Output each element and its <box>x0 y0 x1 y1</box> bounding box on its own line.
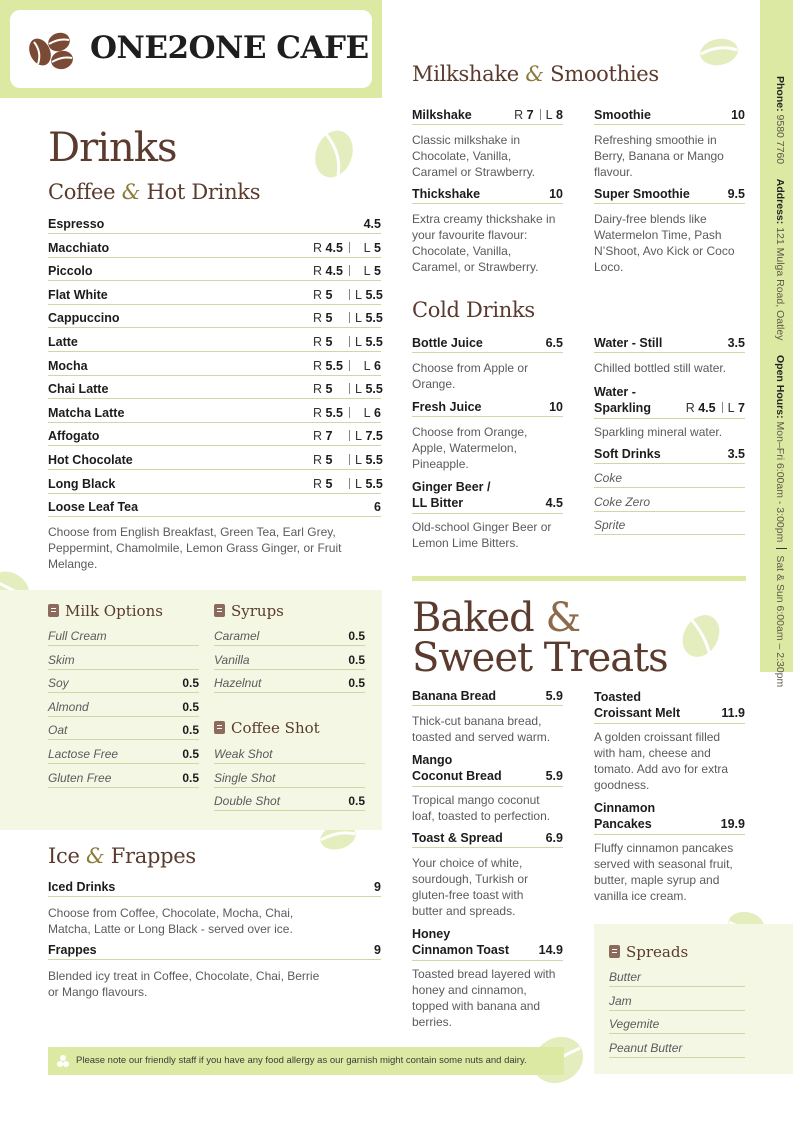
menu-item-bottle-juice: Bottle Juice 6.5 <box>412 336 563 353</box>
hours-weekday: Mon–Fri 6:00am - 3:00pm <box>774 421 786 543</box>
menu-item-frappes: Frappes 9 <box>48 943 381 960</box>
menu-item <box>48 382 381 399</box>
menu-item-smoothie: Smoothie 10 <box>594 108 745 125</box>
contact-info <box>774 76 787 687</box>
menu-item-thickshake: Thickshake 10 <box>412 187 563 204</box>
ice-frappes-title: Ice & Frappes <box>48 844 196 868</box>
sweet-treats-title: Sweet Treats <box>412 635 668 681</box>
bottle-juice-description: Choose from Apple or Orange. <box>412 361 529 391</box>
option-name: Butter <box>609 970 642 984</box>
item-name: Loose Leaf Tea <box>48 500 139 515</box>
banana-bread-description: Thick-cut banana bread, toasted and served warm. <box>412 714 551 744</box>
hours-label: Open Hours: <box>774 355 786 419</box>
menu-item-soft-drinks: Soft Drinks 3.5 <box>594 447 745 464</box>
option-name: Single Shot <box>214 770 276 785</box>
note-icon <box>214 721 225 734</box>
item-price: R 4.5 L 5 <box>313 240 381 255</box>
menu-item <box>48 429 381 446</box>
option-price: 0.5 <box>348 794 365 809</box>
option-name: Coke <box>594 471 623 485</box>
iced-drinks-description: Choose from Coffee, Chocolate, Mocha, Chai, Matcha, Latte or Long Black - served over ice. <box>48 906 294 936</box>
info-strip <box>760 0 793 688</box>
option-name: Soy <box>48 676 69 691</box>
menu-item-banana-bread: Banana Bread 5.9 <box>412 689 563 706</box>
smoothie-description: Refreshing smoothie in Berry, Banana or Mango flavour. <box>594 133 724 179</box>
milk-options-title: Milk Options <box>48 602 163 620</box>
option-item <box>594 471 745 488</box>
option-name: Weak Shot <box>214 747 273 761</box>
item-price: R 7 L 7.5 <box>313 429 383 444</box>
item-name: Piccolo <box>48 264 93 279</box>
syrups-title: Syrups <box>214 602 284 620</box>
option-name: Hazelnut <box>214 676 262 691</box>
option-item <box>214 629 365 646</box>
phone-number: 9580 7760 <box>774 114 786 165</box>
item-price: R 5.5 L 6 <box>313 405 381 420</box>
item-price: R 5 L 5.5 <box>313 453 383 467</box>
option-name: Almond <box>48 699 89 714</box>
item-name: Affogato <box>48 429 100 444</box>
coffee-section-title: Coffee & Hot Drinks <box>48 180 261 204</box>
frappes-description: Blended icy treat in Coffee, Chocolate, Chai, Berrie or Mango flavours. <box>48 969 320 999</box>
option-price: 0.5 <box>182 747 199 761</box>
menu-item-toast-spread: Toast & Spread 6.9 <box>412 831 563 848</box>
phone-label: Phone: <box>774 76 786 112</box>
bean-decoration-icon <box>680 612 722 660</box>
option-price: 0.5 <box>182 770 199 785</box>
menu-item <box>48 477 381 494</box>
note-icon <box>214 604 225 617</box>
hours-weekend: Sat & Sun 6:00am – 2:30pm <box>774 555 786 688</box>
cold-drinks-title: Cold Drinks <box>412 298 535 322</box>
option-item <box>609 994 745 1011</box>
brand-name: ONE2ONE CAFE <box>90 30 369 66</box>
menu-item <box>48 335 381 352</box>
item-name: Espresso <box>48 217 105 231</box>
pancakes-description: Fluffy cinnamon pancakes served with seasonal fruit, butter, maple syrup and vanilla ice cream. <box>594 841 734 903</box>
option-name: Sprite <box>594 518 626 533</box>
option-item <box>214 747 365 764</box>
option-item <box>609 1017 745 1034</box>
item-price: R 5 L 5.5 <box>313 311 383 326</box>
address: 121 Mulga Road, Oatley <box>774 227 786 341</box>
option-item <box>594 518 745 535</box>
item-price: R 5.5 L 6 <box>313 358 381 373</box>
option-price: 0.5 <box>348 629 365 643</box>
bean-decoration-icon <box>698 36 740 68</box>
menu-item-fresh-juice: Fresh Juice 10 <box>412 400 563 417</box>
item-name: Long Black <box>48 476 116 491</box>
menu-item <box>48 264 381 281</box>
item-price: R 5 L 5.5 <box>313 382 383 397</box>
option-item <box>214 676 365 693</box>
menu-item <box>48 500 381 517</box>
menu-item-water-still: Water - Still 3.5 <box>594 336 745 353</box>
super-smoothie-description: Dairy-free blends like Watermelon Time, Pash N’Shoot, Avo Kick or Coco Loco. <box>594 212 735 274</box>
option-item <box>214 794 365 811</box>
option-item <box>214 653 365 670</box>
section-divider <box>412 576 746 581</box>
menu-item-honey-cinnamon-toast: Honey Cinnamon Toast 14.9 <box>412 926 563 961</box>
option-name: Double Shot <box>214 794 281 809</box>
thickshake-description: Extra creamy thickshake in your favourite flavour: Chocolate, Vanilla, Caramel, or Strawberry. <box>412 212 556 274</box>
menu-item-mango-coconut-bread: Mango Coconut Bread 5.9 <box>412 752 563 787</box>
item-name: Matcha Latte <box>48 405 125 420</box>
option-item <box>48 771 199 788</box>
menu-item-water-sparkling: Water - Sparkling R 4.5 L 7 <box>594 384 745 419</box>
menu-item <box>48 217 381 234</box>
option-name: Full Cream <box>48 629 107 643</box>
water-sparkling-description: Sparkling mineral water. <box>594 425 723 439</box>
option-item <box>48 723 199 740</box>
option-name: Peanut Butter <box>609 1040 683 1055</box>
option-item <box>48 676 199 693</box>
menu-item-cinnamon-pancakes: Cinnamon Pancakes 19.9 <box>594 800 745 835</box>
menu-item <box>48 453 381 470</box>
item-name: Mocha <box>48 358 88 373</box>
option-price: 0.5 <box>348 652 365 667</box>
option-item <box>48 629 199 646</box>
item-name: Macchiato <box>48 240 110 255</box>
milkshake-description: Classic milkshake in Chocolate, Vanilla, Caramel or Strawberry. <box>412 133 536 179</box>
note-icon <box>609 945 620 958</box>
item-price: R 5 L 5.5 <box>313 476 383 491</box>
option-name: Lactose Free <box>48 747 119 761</box>
option-name: Vegemite <box>609 1017 660 1032</box>
option-name: Oat <box>48 723 68 738</box>
option-item <box>594 495 745 512</box>
item-name: Latte <box>48 335 78 349</box>
menu-item-ginger-beer: Ginger Beer / LL Bitter 4.5 <box>412 479 563 514</box>
toast-description: Your choice of white, sourdough, Turkish or gluten-free toast with butter and spreads. <box>412 856 529 918</box>
menu-item <box>48 311 381 328</box>
item-name: Hot Chocolate <box>48 453 133 467</box>
croissant-description: A golden croissant filled with ham, cheese and tomato. Add avo for extra goodness. <box>594 730 729 792</box>
item-price: 4.5 <box>363 217 381 231</box>
item-name: Flat White <box>48 287 108 302</box>
drinks-title: Drinks <box>48 125 177 171</box>
option-name: Jam <box>609 993 632 1008</box>
ginger-beer-description: Old-school Ginger Beer or Lemon Lime Bitters. <box>412 520 552 550</box>
nuts-icon <box>56 1054 70 1068</box>
menu-item <box>48 406 381 423</box>
option-price: 0.5 <box>182 723 199 738</box>
option-item <box>214 771 365 788</box>
option-name: Vanilla <box>214 652 250 667</box>
mango-bread-description: Tropical mango coconut loaf, toasted to perfection. <box>412 793 551 823</box>
fresh-juice-description: Choose from Orange, Apple, Watermelon, Pineapple. <box>412 425 528 471</box>
item-name: Cappuccino <box>48 311 120 326</box>
coffee-beans-logo-icon <box>26 28 76 72</box>
note-icon <box>48 604 59 617</box>
menu-item-iced-drinks: Iced Drinks 9 <box>48 880 381 897</box>
menu-item-super-smoothie: Super Smoothie 9.5 <box>594 187 745 204</box>
item-price: 6 <box>374 500 381 515</box>
honey-toast-description: Toasted bread layered with honey and cinnamon, topped with banana and berries. <box>412 967 556 1029</box>
option-name: Caramel <box>214 629 260 643</box>
tea-description: Choose from English Breakfast, Green Tea, Earl Grey, Peppermint, Chamolmile, Lemon Grass Ginger, or Fruit Melange. <box>48 525 342 571</box>
allergy-note: Please note our friendly staff if you have any food allergy as our garnish might contain some nuts and dairy. <box>48 1047 564 1075</box>
menu-item-croissant-melt: Toasted Croissant Melt 11.9 <box>594 689 745 724</box>
item-price: R 4.5 L 5 <box>313 264 381 279</box>
option-name: Gluten Free <box>48 770 112 785</box>
option-item <box>609 970 745 987</box>
menu-item <box>48 359 381 376</box>
menu-item <box>48 288 381 305</box>
address-label: Address: <box>774 178 786 225</box>
option-name: Coke Zero <box>594 494 651 509</box>
menu-item-milkshake: Milkshake R 7 L 8 <box>412 108 563 125</box>
item-name: Chai Latte <box>48 382 109 397</box>
option-item <box>48 700 199 717</box>
option-item <box>609 1041 745 1058</box>
spreads-title: Spreads <box>609 943 688 961</box>
option-item <box>48 747 199 764</box>
coffee-shot-title: Coffee Shot <box>214 719 320 737</box>
bean-decoration-icon <box>312 128 356 180</box>
option-name: Skim <box>48 652 75 667</box>
item-price: R 5 L 5.5 <box>313 287 383 302</box>
item-price: R 5 L 5.5 <box>313 335 383 349</box>
option-price: 0.5 <box>182 699 199 714</box>
option-item <box>48 653 199 670</box>
baked-title: Baked & <box>412 595 581 641</box>
menu-item <box>48 241 381 258</box>
option-price: 0.5 <box>348 676 365 691</box>
milkshake-smoothies-title: Milkshake & Smoothies <box>412 62 659 86</box>
water-still-description: Chilled bottled still water. <box>594 361 727 375</box>
option-price: 0.5 <box>182 676 199 691</box>
